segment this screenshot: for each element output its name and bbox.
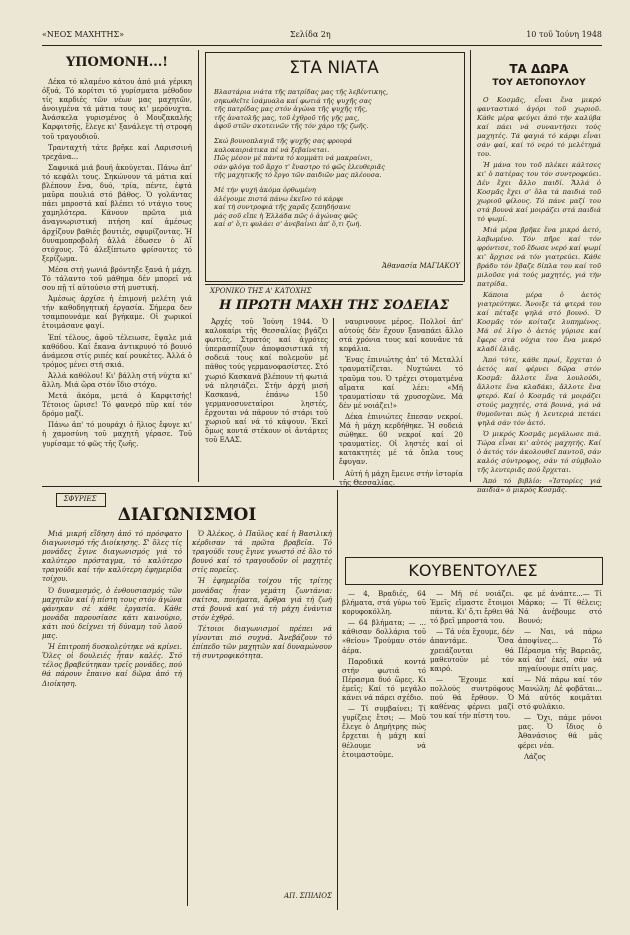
chatter-paragraph: — Ἔχουμε καί πολλούς συντρόφους πού θά ἔρθουν. Ὁ καθένας φέρνει μαζί του καί τήν πίστη του.: [430, 675, 514, 721]
poem-line: καλοκαιριάτικα πέ νά ξεβαίνεται.: [214, 145, 330, 154]
contests-kicker: ΣΦΥΡΙΕΣ: [63, 495, 97, 503]
issue-date: 10 τοῦ Ἰούνη 1948: [526, 30, 602, 39]
left-article-body: [42, 78, 192, 480]
contests-title: ΔΙΑΓΩΝΙΣΜΟΙ: [117, 505, 257, 525]
chatter-column-1: [342, 590, 426, 908]
chatter-column-2: [430, 590, 514, 908]
poem-stanza: [214, 137, 454, 180]
chatter-paragraph: — Τί συμβαίνει; Τί γυρίζεις ἔτσι; — Μοῦ ἔλεγε ὁ Δημήτρης πώς ἔρχεται ἡ μάχη καί θέλουμε νά ἑτοιμαστοῦμε.: [342, 705, 426, 759]
contests-paragraph: Μιά μικρή εἴδηση ἀπό τό πρόσφατο διαγωνισμό τῆς Διοίκησης. Σ' ὅλες τίς μονάδες ἔγινε διαγωνισμός γιά τό καλύτερο πρόσταγμα, τό καλύτερο τραγούδι καί τήν καλύτερη ἐφημερίδα τοίχου.: [42, 530, 182, 584]
right-article-paragraph: Ο Κοσμᾶς, εἶναι ἕνα μικρό φανταστικό ἀγόρι τοῦ χωριοῦ. Κάθε μέρα φεύγει ἀπό τήν καλύβα καί πάει νά συναντήσει τούς μαχητές. Τά φαγιά τό κάρφι εἶναι σάν φαί, καί τό νερό τό μελέτημά του.: [477, 96, 601, 158]
chatter-column-3: [518, 590, 602, 908]
chatter-paragraph: — 64 βλήματα; — ... κάθισαν δολλάρια τοῦ «θείου» Τρούμαν στόν ἀέρα.: [342, 619, 426, 655]
left-article-paragraph: Δέκα τό κλαμένο κάτου ἀπό μιά γέρικη ὀξυά, Τό κορίτσι τό γυρίσματα μέθοδον τίς καρδιές τῶν νέων μας μαχητῶν, ἀνοιγμένα τά μάτια τους κι' μερόνυχτα. Ἀνάσκελα γυρισμένος ὁ Μουζακαλής Καρφιτσῆς, ἔλεγε κι' ξανάλεγε τή στροφή τοῦ τραγουδιοῦ.: [42, 78, 192, 141]
poem-line: Πῶς μέσον μέ πάντα τό κομμάτι νά μακραίνει,: [214, 154, 373, 163]
chronicle-paragraph: Ἐνας ἐπινιώτης ἀπ' τό Μεταλλί τραυματίζεται. Νυχτώνει τό τραῦμα του. Ὁ τρέχει στοματμένα αἵματα καί λέει: «Μή τραυματίσαν τά χρυσοχῶνε. Μά δέν μέ νοιάζει!»: [339, 356, 463, 410]
poem-line: καί τή συντροφιά τῆς χαρᾶς ξεπηδήσανε: [214, 203, 351, 212]
left-article-paragraph: Τρανταχτὴ τάτε βρῆκε καί Λαρισσινή τρεχάνα...: [42, 143, 192, 161]
chronicle-kicker: ΧΡΟΝΙΚΟ ΤΗΣ Α' ΚΑΤΟΧΗΣ: [210, 287, 312, 295]
poem-line: τῆς ἀνατολῆς μας, τοῦ ἐχθροῦ τῆς γῆς μας,: [214, 113, 360, 122]
contests-paragraph: Ἡ ἐφημερίδα τοίχου τῆς τρίτης μονάδας ἦταν γεμάτη ζωντάνια: σκίτσα, ποιήματα, ἄρθρα γιά τή ζωή στά βουνά καί γιά τή μάχη ἐνάντια στόν ἐχθρό.: [192, 577, 332, 622]
poem-line: τῆς πατρίδας μας στόν ἀγώνα τῆς ψυχῆς τῆς,: [214, 105, 368, 114]
poem-author: Ἀθανασία ΜΑΓΙΑΚΟΥ: [382, 262, 460, 270]
chatter-title: ΚΟΥΒΕΝΤΟΥΛΕΣ: [408, 561, 538, 580]
right-article-paragraph: Ἀπό τό βιβλίο: «Ἱστορίες γιά παιδιά» ὁ μικρός Κοσμᾶς.: [477, 477, 601, 494]
poem-line: καί σ' ὅ,τι φυλάει σ' ἀνεβαίνει ἀπ' ὅ,τι ζωή.: [214, 220, 362, 229]
contests-paragraph: Ὁ δυναμισμός, ὁ ἐνθουσιασμός τῶν μαχητῶν καί ἡ πίστη τους στόν ἀγώνα φάνηκαν σέ κάθε ἐργασία. Κάθε μονάδα παρουσίασε κάτι καινούριο, κάτι πού δείχνει τή δύναμη τοῦ λαοῦ μας.: [42, 586, 182, 641]
right-article-paragraph: Κάποια μέρα ὁ ἀετός γιατρεύτηκε. Ἄνοιξε τά φτερά του καί πέταξε ψηλά στό βουνό. Ὁ Κοσμᾶς τόν κοίταζε λυπημένος. Μά σέ λίγο ὁ ἀετός γύρισε καί ἔφερε στά νύχια του ἕνα μικρό κλαδί ἐλιᾶς.: [477, 291, 601, 353]
right-article-title-1: ΤΑ ΔΩΡΑ: [509, 62, 569, 76]
chronicle-paragraph: ναυρινουνε μέρος. Πολλοί ἀπ' αὐτούς δέν ἔχουν ξαναπάει ἄλλο στά χρόνια τους καί κουνᾶνε τά κεφάλια.: [339, 318, 463, 354]
chronicle-column-2: [339, 318, 463, 487]
contests-column-2: [192, 530, 332, 892]
chatter-paragraph: — Τά νέα ἔχουμε, δέν ἀπαντάμε. Ὅσα χρειάζονται θά μαθευτοῦν μέ τόν καιρό.: [430, 628, 514, 673]
poem-line: μάς σοῦ εἴπε ἡ Ἑλλάδα πῶς ὁ ἀγώνας φῶς: [214, 211, 358, 220]
chatter-paragraph: — 4, Βραδιές, 64 βλήματα, στά γύρω τοῦ κορυφοκόλλη.: [342, 590, 426, 617]
poem-line: ἀλέγουμε πιστά πάνω ἐκεῖνο τό κάρφι: [214, 194, 344, 203]
chronicle-headline: Η ΠΡΩΤΗ ΜΑΧΗ ΤΗΣ ΣΟΔΕΙΑΣ: [219, 298, 449, 313]
left-article-paragraph: Ἀλλά καθόλου! Κι' βάλλη στή νύχτα κι' ἄλλη. Μιά ὥρα στόν ἴδιο στόχο.: [42, 371, 192, 389]
right-article-paragraph: Ὁ μικρός Κοσμᾶς μεγάλωσε πιά. Τώρα εἶναι κι' αὐτός μαχητής. Καί ὁ ἀετός τόν ἀκολουθεῖ παντοῦ, σάν καλός σύντροφος, σάν τό σύμβολο τῆς λευτεριᾶς πού ἔρχεται.: [477, 430, 601, 474]
paper-name: «ΝΕΟΣ ΜΑΧΗΤΗΣ»: [42, 30, 124, 39]
contests-paragraph: Ἡ ἐπιτροπή δυσκολεύτηκε νά κρίνει. Ὅλες οἱ δουλειές ἦταν καλές. Στό τέλος βραβεύτηκαν τρεῖς μονάδες, πού θά πάρουν ἔπαινο καί δῶρα ἀπό τή Διοίκηση.: [42, 643, 182, 688]
chatter-paragraph: φε μέ ἀνάπτε...— Τί Μάρκο; — Τί θέλεις; Νά ἀνέβουμε στό Βουνό;: [518, 590, 602, 626]
left-article-paragraph: Μετά ἀκόμα, μετά ὁ Καρφιτσής! Τέτοιος ὥρισε! Τό φανερό πῦρ καί τόν δρόμο μαζί.: [42, 392, 192, 419]
poem-line: Μέ τήν ψυχή ἀκόμα ὁρθωμένη: [214, 185, 316, 194]
poem-stanza: [214, 186, 454, 229]
column-rule-right: [470, 50, 471, 482]
chronicle-paragraph: Ἀρχές τοῦ Ἰούνη 1944. Ὁ καλοκαίρι τῆς Θεσσαλίας βγάζει φωτιές. Στρατός καί ἀγρότες ὑπερασπίζουν ἀποφασιστικά τή σοδειά τους καί πολεμοῦν μέ πάθος τούς γερμανοφασίστες. Στό χωριό Κασκανά βλέπουν τή φωτιά νά πλησιάζει. Στήν ἀρχή μισή Κασκανά, ἐπάνω 150 γερμανοσυνεταίροι ληστές, ἔρχονται νά πάρουν τό στάρι τοῦ χωριοῦ καί νά τό κάψουν. Ἐκεῖ ὅμως κοντά στέκουν οἱ ἀντάρτες τοῦ ΕΛΑΣ.: [205, 318, 328, 445]
right-article-paragraph: Μιά μέρα βρῆκε ἕνα μικρό ἀετό, λαβωμένο. Τόν πῆρε καί τόν φρόντισε, τοῦ ἔδωσε νερό καί ψωμί κι' ἄρχισε νά τόν γιατρεύει. Κάθε βράδυ τόν ἔβαζε δίπλα του καί τοῦ μιλοῦσε γιά τούς μαχητές, γιά τήν πατρίδα.: [477, 226, 601, 288]
contests-paragraph: Τέτοιοι διαγωνισμοί πρέπει νά γίνονται πιό συχνά. Ἀνεβάζουν τό ἐπίπεδο τῶν μαχητῶν καί δυναμώνουν τή συντροφικότητα.: [192, 624, 332, 661]
poem-line: Βλαστάρια νιάτα τῆς πατρίδας μας τῆς λεβέντικης,: [214, 88, 389, 96]
chronicle-rule: [205, 284, 463, 285]
contests-divider: [187, 530, 188, 906]
left-article-title: ΥΠΟΜΟΝΗ...!: [65, 55, 169, 70]
poem-line: ἀφοῦ στῶν σκοτεινῶν τῆς τόν χάρο τῆς ζωῆς.: [214, 122, 369, 131]
left-article-paragraph: Μέσα στή γωνιά βρόντηξε ξανά ἡ μάχη. Τό τάλαντο τοῦ μάθημα δέν μπορεῖ νά σου πῇ τί αὐτούσιο στή μυστική.: [42, 265, 192, 293]
section-divider: [337, 490, 338, 910]
chatter-paragraph: — Ὄχι, πάμε μόνοι μας. Ὁ ἴδιος ὁ Ἀθανάσιος θά μᾶς φέρει νέα.: [518, 714, 602, 750]
page-label: Σελίδα 2η: [290, 30, 331, 39]
left-article-paragraph: Σαφνικά μιά βουή ἀκούγεται. Πάνω ἀπ' τό κεφάλι τους. Σηκώνουν τά μάτια καί βλέπουν ἕνα, δυό, τρία, πέντε, ἑφτά μαῦρα πουλιά στό βάθος. Ὁ γολάντας πάει μπροστά καί βλέπει τό ντάγιο τους χαμηλότερα. Κάνουν πρῶτα μιά ἀναγνωριστική πτήση καί ἀμέσως ἀρχίζουν βαθιές βουτιές, σφυρίζοντας. Ἡ δυναμοπροβολή ἀλλά ἐδωσεν ὁ Αἴ στόχους. Τό ἀλεξίπτωτο φρίσοντες τό ξερίζωμα.: [42, 163, 192, 263]
chatter-paragraph: — Ναι, νά πάρω ἀποψίνες... Τό Πέρασμα τῆς Βαρειᾶς, καί ἀπ' ἐκεῖ, σάν νά πηγαίνουμε σπίτι μας.: [518, 628, 602, 673]
column-rule: [198, 50, 199, 482]
header-rule: [42, 45, 602, 46]
chronicle-column-1: [205, 318, 328, 480]
page-header: [42, 30, 602, 44]
poem-line: τῆς μαχητικῆς τό ἔργο τῶν παιδιῶν μας πλέουσα.: [214, 171, 382, 180]
contests-paragraph: Ὁ Ἀλέκος, ὁ Παῦλος καί ἡ Βασιλική κέρδισαν τά πρῶτα βραβεῖα. Τό τραγούδι τους ἔγινε γνωστό σέ ὅλο τό βουνό καί τό τραγουδοῦν οἱ μαχητές στίς πορεῖες.: [192, 530, 332, 575]
chatter-paragraph: — Μή σέ νοιάζει. Ἐμεῖς εἴμαστε ἕτοιμοι πάντα. Κι' ὅ,τι ἔρθει θά τό βρεῖ μπροστά του.: [430, 590, 514, 626]
chatter-paragraph: Παροδικά κοντά στήν φωτιά τό Πέρασμα δυό ὥρες. Κι ἐμεῖς; Καί τό μεγάλο κάνει νά πάρει σχέδιο.: [342, 657, 426, 703]
poem-line: σάν φλόγα τοῦ ἄρχο τ' ἔναστρο τό φῶς ἐλευθεριᾶς: [214, 162, 385, 171]
left-article-paragraph: Ἀμέσως ἀρχίσε ἡ ἐπιμονή μελέτη γιά τήν καθοδηγητική ἐργασία. Σήμερα δεν τσαμπουνάμε καί βγήκαμε. Οἱ χωρικοί ἑτοιμάσανε φαγί.: [42, 295, 192, 331]
poem-title: ΣΤΑ ΝΙΑΤΑ: [289, 58, 379, 78]
poem-line: Σκώ βουνοπλαγιᾶ τῆς ψυχῆς σας φρουρά: [214, 136, 353, 145]
right-article-title-2: ΤΟΥ ΑΕΤΟΠΟΥΛΟΥ: [492, 78, 586, 88]
left-article-paragraph: Πάνω ἀπ' τό μουράχι ὁ ἥλιος ἔφυγε κι' ἡ χαμοσύνη τοῦ μαχητῆ γέρασε. Τοῦ γυρίσαμε τό φῶς τῆς ζωῆς.: [42, 421, 192, 448]
contests-column-1: [42, 530, 182, 906]
right-article-paragraph: Ἀπό τότε, κάθε πρωί, ἔρχεται ὁ ἀετός καί φέρνει δῶρα στόν Κοσμᾶ: ἄλλοτε ἕνα λουλούδι, ἄλλοτε ἕνα κλαδάκι, ἄλλοτε ἕνα φτερό. Καί ὁ Κοσμᾶς τά μοιράζει στούς μαχητές, στά βουνά, γιά νά θυμοῦνται πώς ἡ λευτεριά πετάει ψηλά σάν τόν ἀετό.: [477, 356, 601, 427]
middle-rule: [42, 486, 602, 487]
poem-stanza: [214, 88, 454, 131]
right-article-paragraph: Ἡ μάνα του τοῦ πλέκει κάλτσες κι' ὁ πατέρας του τόν συντροφεύει. Δέν ἔχει ἄλλο παιδί. Ἄλλά ὁ Κοσμᾶς ἔχει σ' ὅλα τά παιδιά τοῦ χωριοῦ φίλους. Τό πάνε μαζί του στά βουνά καί μοιράζει στά παιδιά τό ψωμί.: [477, 161, 601, 223]
chronicle-paragraph: Δέκα ἐπινιώτες ἔπεσαν νεκροί. Μά ἡ μάχη κερδήθηκε. Ἡ σοδειά σώθηκε. 60 νεκροί καί 20 τραυματίες. Οἱ ληστές καί οἱ κατακτητές μέ τά ὅπλα τους ἔφυγαν.: [339, 412, 463, 467]
left-article-paragraph: Ἐπί τέλους, ἀφοῦ τέλειωσε, ἔψαλε μιά καθόδου. Καί ἔκανα ἀντικρυνό τό βουνό ἀνάμεσα στίς ριπές καί ρουκέτες. Ἀλλά ὁ τρόμος μένει στή σκιά.: [42, 333, 192, 369]
poem-body: [214, 88, 454, 258]
chatter-paragraph: Λάζος: [524, 752, 546, 761]
contests-author: ΑΠ. ΣΠΙΛΙΟΣ: [284, 892, 332, 900]
chronicle-paragraph: Αὐτή ἡ μάχη ἔμεινε στήν ἱστορία τῆς Θεσσαλίας.: [339, 469, 463, 487]
chatter-paragraph: — Νά πάρω καί τόν Μανώλη; Δέ φοβᾶται... Μά αὐτός κοιμᾶται στό φυλάκιο.: [518, 675, 602, 712]
chronicle-divider: [333, 318, 334, 480]
right-article-body: [477, 96, 601, 494]
poem-line: σηκωθεῖτε ἰσάμυαλα καί φωτιά τῆς ψυχῆς σας: [214, 96, 372, 105]
